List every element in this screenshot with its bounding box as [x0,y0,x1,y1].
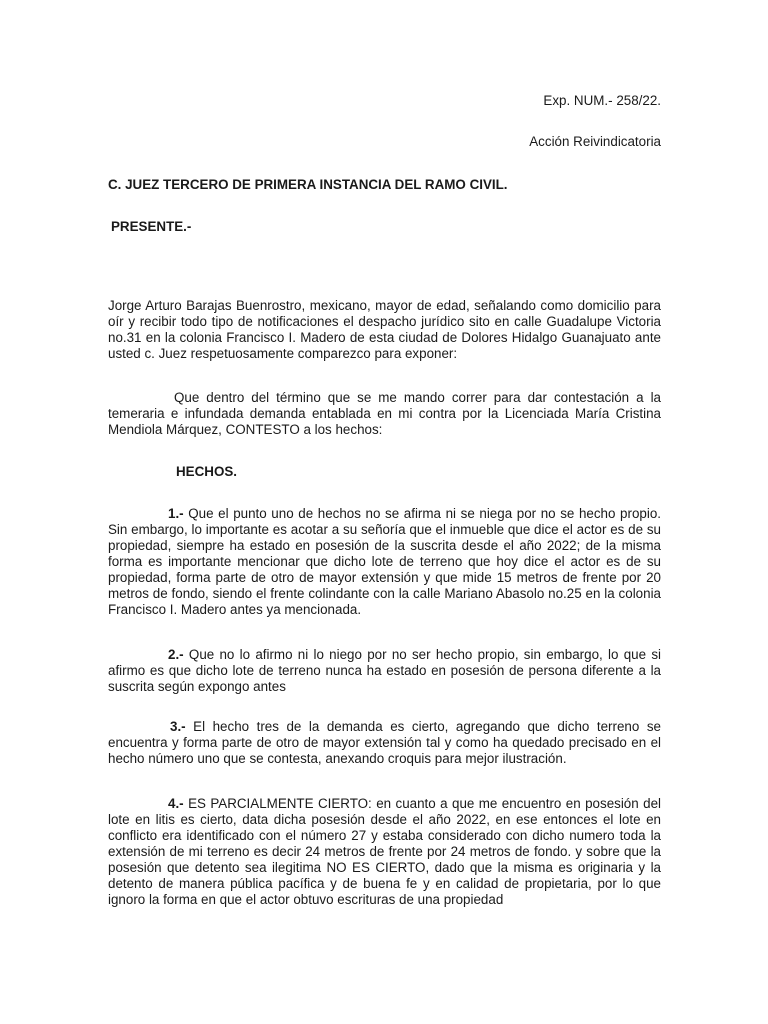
response-paragraph [108,390,661,438]
hecho-text-2: Que no lo afirmo ni lo niego por no ser hecho propio, sin embargo, lo que si afirmo es que dicho lote de terreno nunca ha estado en posesión de persona diferente a la suscrita según expongo antes [108,647,661,694]
hecho-number-2: 2.- [168,647,184,662]
hecho-paragraph-1 [108,506,661,618]
intro-paragraph: Jorge Arturo Barajas Buenrostro, mexicano, mayor de edad, señalando como domicilio para oír y recibir todo tipo de notificaciones el despacho jurídico sito en calle Guadalupe Victoria no.31 en la colonia Francisco I. Madero de esta ciudad de Dolores Hidalgo Guanajuato ante usted c. Juez respetuosamente comparezco para exponer: [108,298,661,361]
hecho-number-1: 1.- [168,506,184,521]
expediente-number: Exp. NUM.- 258/22. [543,93,661,108]
addressee-judge: C. JUEZ TERCERO DE PRIMERA INSTANCIA DEL RAMO CIVIL. [108,177,508,192]
hecho-text-1: Que el punto uno de hechos no se afirma ni se niega por no se hecho propio. Sin embargo, lo importante es acotar a su señoría que el inmueble que dice el actor es de su propiedad, siempre ha estado en posesión de la suscrita desde el año 2022; de la misma forma es importante mencionar que dicho lote de terreno que hoy dice el actor es de su propiedad, forma parte de otro de mayor extensión y que mide 15 metros de frente por 20 metros de fondo, siendo el frente colindante con la calle Mariano Abasolo no.25 en la colonia Francisco I. Madero antes ya mencionada. [108,506,661,617]
hecho-paragraph-2 [108,647,661,695]
hecho-number-3: 3.- [170,719,186,734]
hecho-paragraph-3 [108,719,661,767]
action-type: Acción Reivindicatoria [529,134,661,149]
document-page [108,0,661,1024]
hecho-paragraph-4 [108,796,661,908]
addressee-presente: PRESENTE.- [111,219,192,234]
hecho-text-4: ES PARCIALMENTE CIERTO: en cuanto a que me encuentro en posesión del lote en litis es cierto, data dicha posesión desde el año 2022, en ese entonces el lote en conflicto era identificado con el número 27 y estaba considerado con dicho numero toda la extensión de mi terreno es decir 24 metros de frente por 24 metros de fondo. y sobre que la posesión que detento sea ilegitima NO ES CIERTO, dado que la misma es originaria y la detento de manera pública pacífica y de buena fe y en calidad de propietaria, por lo que ignoro la forma en que el actor obtuvo escrituras de una propiedad [108,796,661,907]
hecho-text-3: El hecho tres de la demanda es cierto, agregando que dicho terreno se encuentra y forma parte de otro de mayor extensión tal y como ha quedado precisado en el hecho número uno que se contesta, anexando croquis para mejor ilustración. [108,719,661,766]
hechos-heading: HECHOS. [176,464,238,479]
hecho-number-4: 4.- [168,796,184,811]
response-text: Que dentro del término que se me mando correr para dar contestación a la temeraria e infundada demanda entablada en mi contra por la Licenciada María Cristina Mendiola Márquez, CONTESTO a los hechos: [108,390,661,437]
